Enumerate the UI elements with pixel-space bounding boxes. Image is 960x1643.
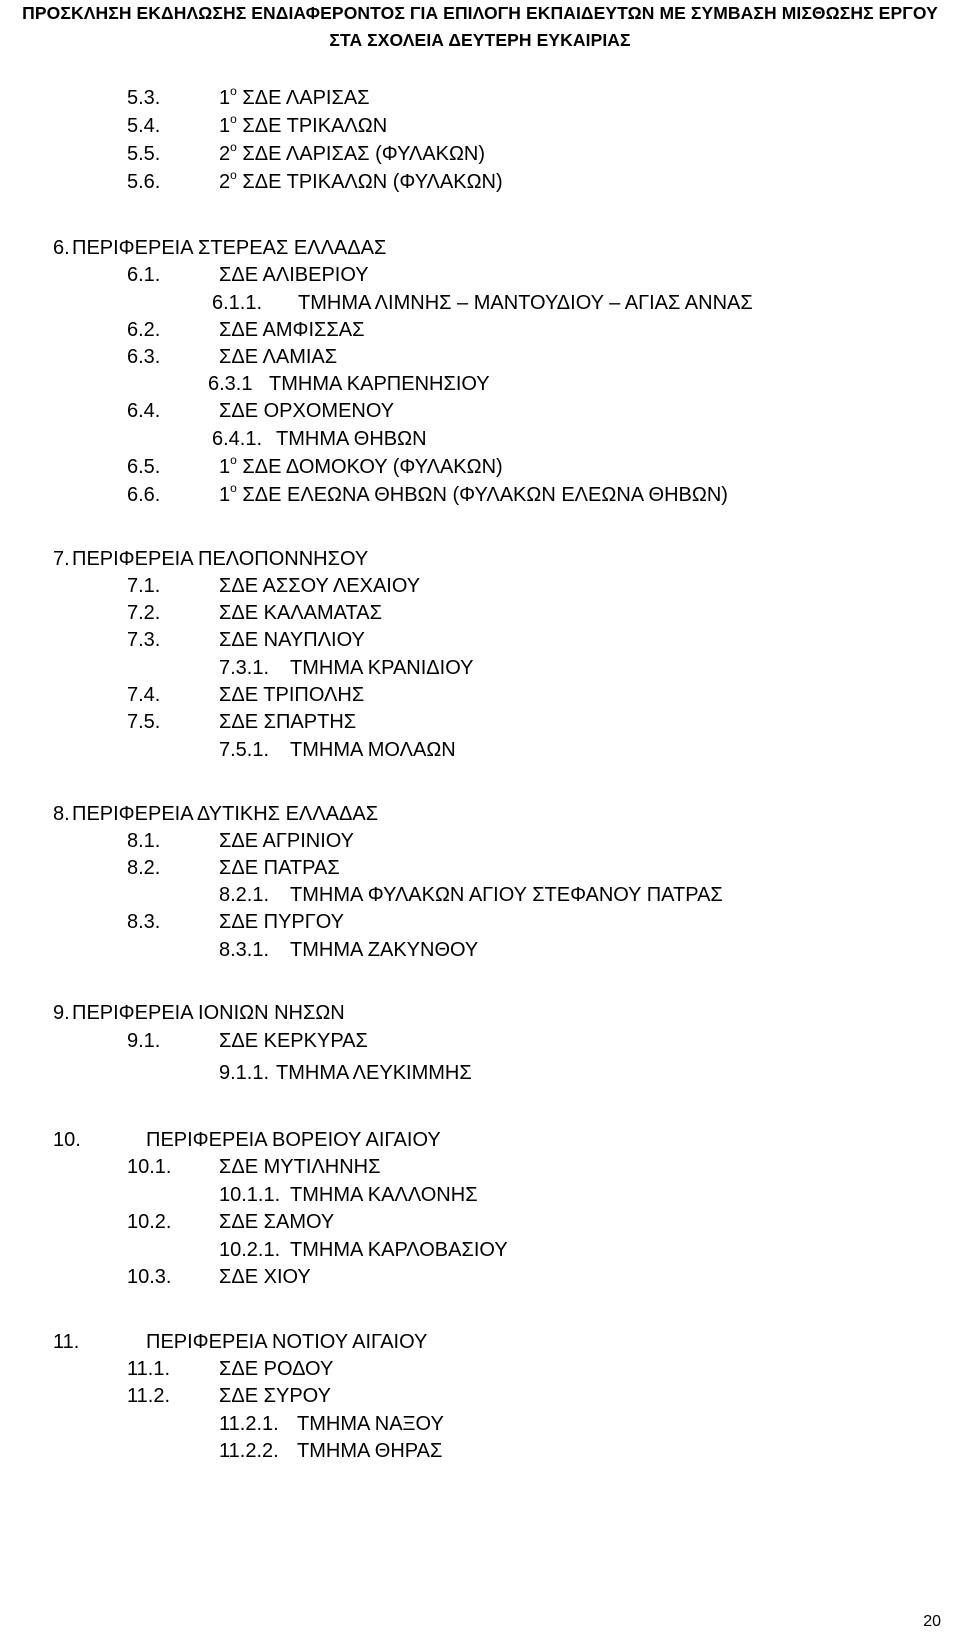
item-label: $2^o$ ΣΔΕ ΤΡΙΚΑΛΩΝ (ΦΥΛΑΚΩΝ)	[219, 168, 503, 193]
item-label: ΤΜΗΜΑ ΚΡΑΝΙΔΙΟΥ	[290, 657, 474, 679]
header-title-line-1: ΠΡΟΣΚΛΗΣΗ ΕΚΔΗΛΩΣΗΣ ΕΝΔΙΑΦΕΡΟΝΤΟΣ ΓΙΑ ΕΠΙΛΟΓΗ ΕΚΠΑΙΔΕΥΤΩΝ ΜΕ ΣΥΜΒΑΣΗ ΜΙΣΘΩΣΗΣ ΕΡΓΟΥ	[22, 3, 938, 23]
item-label: ΣΔΕ ΣΑΜΟΥ	[219, 1211, 335, 1233]
item-label: ΤΜΗΜΑ ΛΙΜΝΗΣ – ΜΑΝΤΟΥΔΙΟΥ – ΑΓΙΑΣ ΑΝΝΑΣ	[298, 292, 753, 314]
region-number: 11.	[53, 1331, 80, 1353]
item-label: ΤΜΗΜΑ ΚΑΡΛΟΒΑΣΙΟΥ	[290, 1239, 508, 1261]
item-number: 10.3.	[127, 1266, 172, 1288]
item-number: 6.6.	[127, 484, 161, 506]
item-label: ΣΔΕ ΣΠΑΡΤΗΣ	[219, 711, 357, 733]
region-number: 8.	[53, 803, 70, 825]
item-number: 6.3.	[127, 346, 161, 368]
item-number: 8.2.	[127, 857, 161, 879]
item-label: $1^o$ ΣΔΕ ΔΟΜΟΚΟΥ (ΦΥΛΑΚΩΝ)	[219, 453, 503, 478]
item-label: ΣΔΕ ΤΡΙΠΟΛΗΣ	[219, 684, 365, 706]
item-number: 11.2.1.	[219, 1413, 279, 1435]
region-number: 9.	[53, 1002, 70, 1024]
item-number: 9.1.1.	[219, 1062, 270, 1084]
item-number: 11.1.	[127, 1358, 170, 1380]
item-label: ΣΔΕ ΜΥΤΙΛΗΝΗΣ	[219, 1156, 381, 1178]
item-number: 11.2.	[127, 1385, 170, 1407]
region-number: 6.	[53, 237, 70, 259]
item-number: 6.4.1.	[212, 428, 263, 450]
item-label: ΣΔΕ ΑΣΣΟΥ ΛΕΧΑΙΟΥ	[219, 575, 421, 597]
item-label: ΤΜΗΜΑ ΘΗΒΩΝ	[276, 428, 427, 450]
item-number: 6.4.	[127, 400, 161, 422]
page-number: 20	[923, 1613, 941, 1630]
item-label: ΤΜΗΜΑ ΜΟΛΑΩΝ	[290, 739, 456, 761]
item-number: 5.4.	[127, 115, 161, 137]
item-label: ΣΔΕ ΚΑΛΑΜΑΤΑΣ	[219, 602, 382, 624]
item-label: ΤΜΗΜΑ ΛΕΥΚΙΜΜΗΣ	[276, 1062, 472, 1084]
item-label: $2^o$ ΣΔΕ ΛΑΡΙΣΑΣ (ΦΥΛΑΚΩΝ)	[219, 140, 486, 165]
item-number: 8.1.	[127, 830, 161, 852]
region-label: ΠΕΡΙΦΕΡΕΙΑ ΔΥΤΙΚΗΣ ΕΛΛΑΔΑΣ	[72, 803, 379, 825]
item-label: ΣΔΕ ΝΑΥΠΛΙΟΥ	[219, 629, 365, 651]
item-label: ΤΜΗΜΑ ΚΑΛΛΟΝΗΣ	[290, 1184, 478, 1206]
item-label: ΣΔΕ ΡΟΔΟΥ	[219, 1358, 334, 1380]
item-number: 5.3.	[127, 87, 161, 109]
item-label: ΤΜΗΜΑ ΘΗΡΑΣ	[297, 1440, 443, 1462]
region-label: ΠΕΡΙΦΕΡΕΙΑ ΒΟΡΕΙΟΥ ΑΙΓΑΙΟΥ	[146, 1129, 441, 1151]
item-label: ΣΔΕ ΛΑΜΙΑΣ	[219, 346, 338, 368]
header-title-line-2: ΣΤΑ ΣΧΟΛΕΙΑ ΔΕΥΤΕΡΗ ΕΥΚΑΙΡΙΑΣ	[329, 30, 631, 50]
item-label: ΤΜΗΜΑ ΚΑΡΠΕΝΗΣΙΟΥ	[269, 373, 490, 395]
item-number: 5.5.	[127, 143, 161, 165]
item-number: 10.1.	[127, 1156, 172, 1178]
item-label: ΣΔΕ ΣΥΡΟΥ	[219, 1385, 331, 1407]
region-label: ΠΕΡΙΦΕΡΕΙΑ ΝΟΤΙΟΥ ΑΙΓΑΙΟΥ	[146, 1331, 428, 1353]
item-label: $1^o$ ΣΔΕ ΛΑΡΙΣΑΣ	[219, 84, 370, 109]
item-label: ΤΜΗΜΑ ΦΥΛΑΚΩΝ ΑΓΙΟΥ ΣΤΕΦΑΝΟΥ ΠΑΤΡΑΣ	[290, 884, 723, 906]
item-number: 8.2.1.	[219, 884, 270, 906]
item-label: ΣΔΕ ΑΓΡΙΝΙΟΥ	[219, 830, 355, 852]
item-label: ΤΜΗΜΑ ΝΑΞΟΥ	[297, 1413, 444, 1435]
item-label: ΤΜΗΜΑ ΖΑΚΥΝΘΟΥ	[290, 939, 479, 961]
item-number: 7.5.1.	[219, 739, 270, 761]
region-number: 7.	[53, 548, 70, 570]
item-number: 10.2.	[127, 1211, 172, 1233]
item-number: 8.3.	[127, 911, 161, 933]
item-label: ΣΔΕ ΠΑΤΡΑΣ	[219, 857, 340, 879]
item-number: 5.6.	[127, 171, 161, 193]
item-number: 7.3.1.	[219, 657, 270, 679]
item-number: 7.1.	[127, 575, 161, 597]
region-label: ΠΕΡΙΦΕΡΕΙΑ ΣΤΕΡΕΑΣ ΕΛΛΑΔΑΣ	[72, 237, 387, 259]
item-label: ΣΔΕ ΑΜΦΙΣΣΑΣ	[219, 319, 365, 341]
item-label: ΣΔΕ ΟΡΧΟΜΕΝΟΥ	[219, 400, 395, 422]
item-number: 9.1.	[127, 1030, 161, 1052]
item-number: 7.5.	[127, 711, 161, 733]
region-label: ΠΕΡΙΦΕΡΕΙΑ ΙΟΝΙΩΝ ΝΗΣΩΝ	[72, 1002, 345, 1024]
item-number: 6.3.1	[208, 373, 253, 395]
item-number: 6.5.	[127, 456, 161, 478]
item-label: ΣΔΕ ΚΕΡΚΥΡΑΣ	[219, 1030, 368, 1052]
item-label: ΣΔΕ ΧΙΟΥ	[219, 1266, 311, 1288]
item-number: 10.2.1.	[219, 1239, 281, 1261]
item-number: 8.3.1.	[219, 939, 270, 961]
region-number: 10.	[53, 1129, 81, 1151]
item-number: 7.3.	[127, 629, 161, 651]
item-label: ΣΔΕ ΑΛΙΒΕΡΙΟΥ	[219, 264, 369, 286]
item-number: 6.2.	[127, 319, 161, 341]
item-label: $1^o$ ΣΔΕ ΕΛΕΩΝΑ ΘΗΒΩΝ (ΦΥΛΑΚΩΝ ΕΛΕΩΝΑ ΘΗΒΩΝ)	[219, 481, 728, 506]
item-number: 6.1.	[127, 264, 161, 286]
item-label: $1^o$ ΣΔΕ ΤΡΙΚΑΛΩΝ	[219, 112, 388, 137]
item-label: ΣΔΕ ΠΥΡΓΟΥ	[219, 911, 345, 933]
region-label: ΠΕΡΙΦΕΡΕΙΑ ΠΕΛΟΠΟΝΝΗΣΟΥ	[72, 548, 369, 570]
item-number: 11.2.2.	[219, 1440, 279, 1462]
item-number: 6.1.1.	[212, 292, 263, 314]
item-number: 7.4.	[127, 684, 161, 706]
item-number: 10.1.1.	[219, 1184, 281, 1206]
item-number: 7.2.	[127, 602, 161, 624]
